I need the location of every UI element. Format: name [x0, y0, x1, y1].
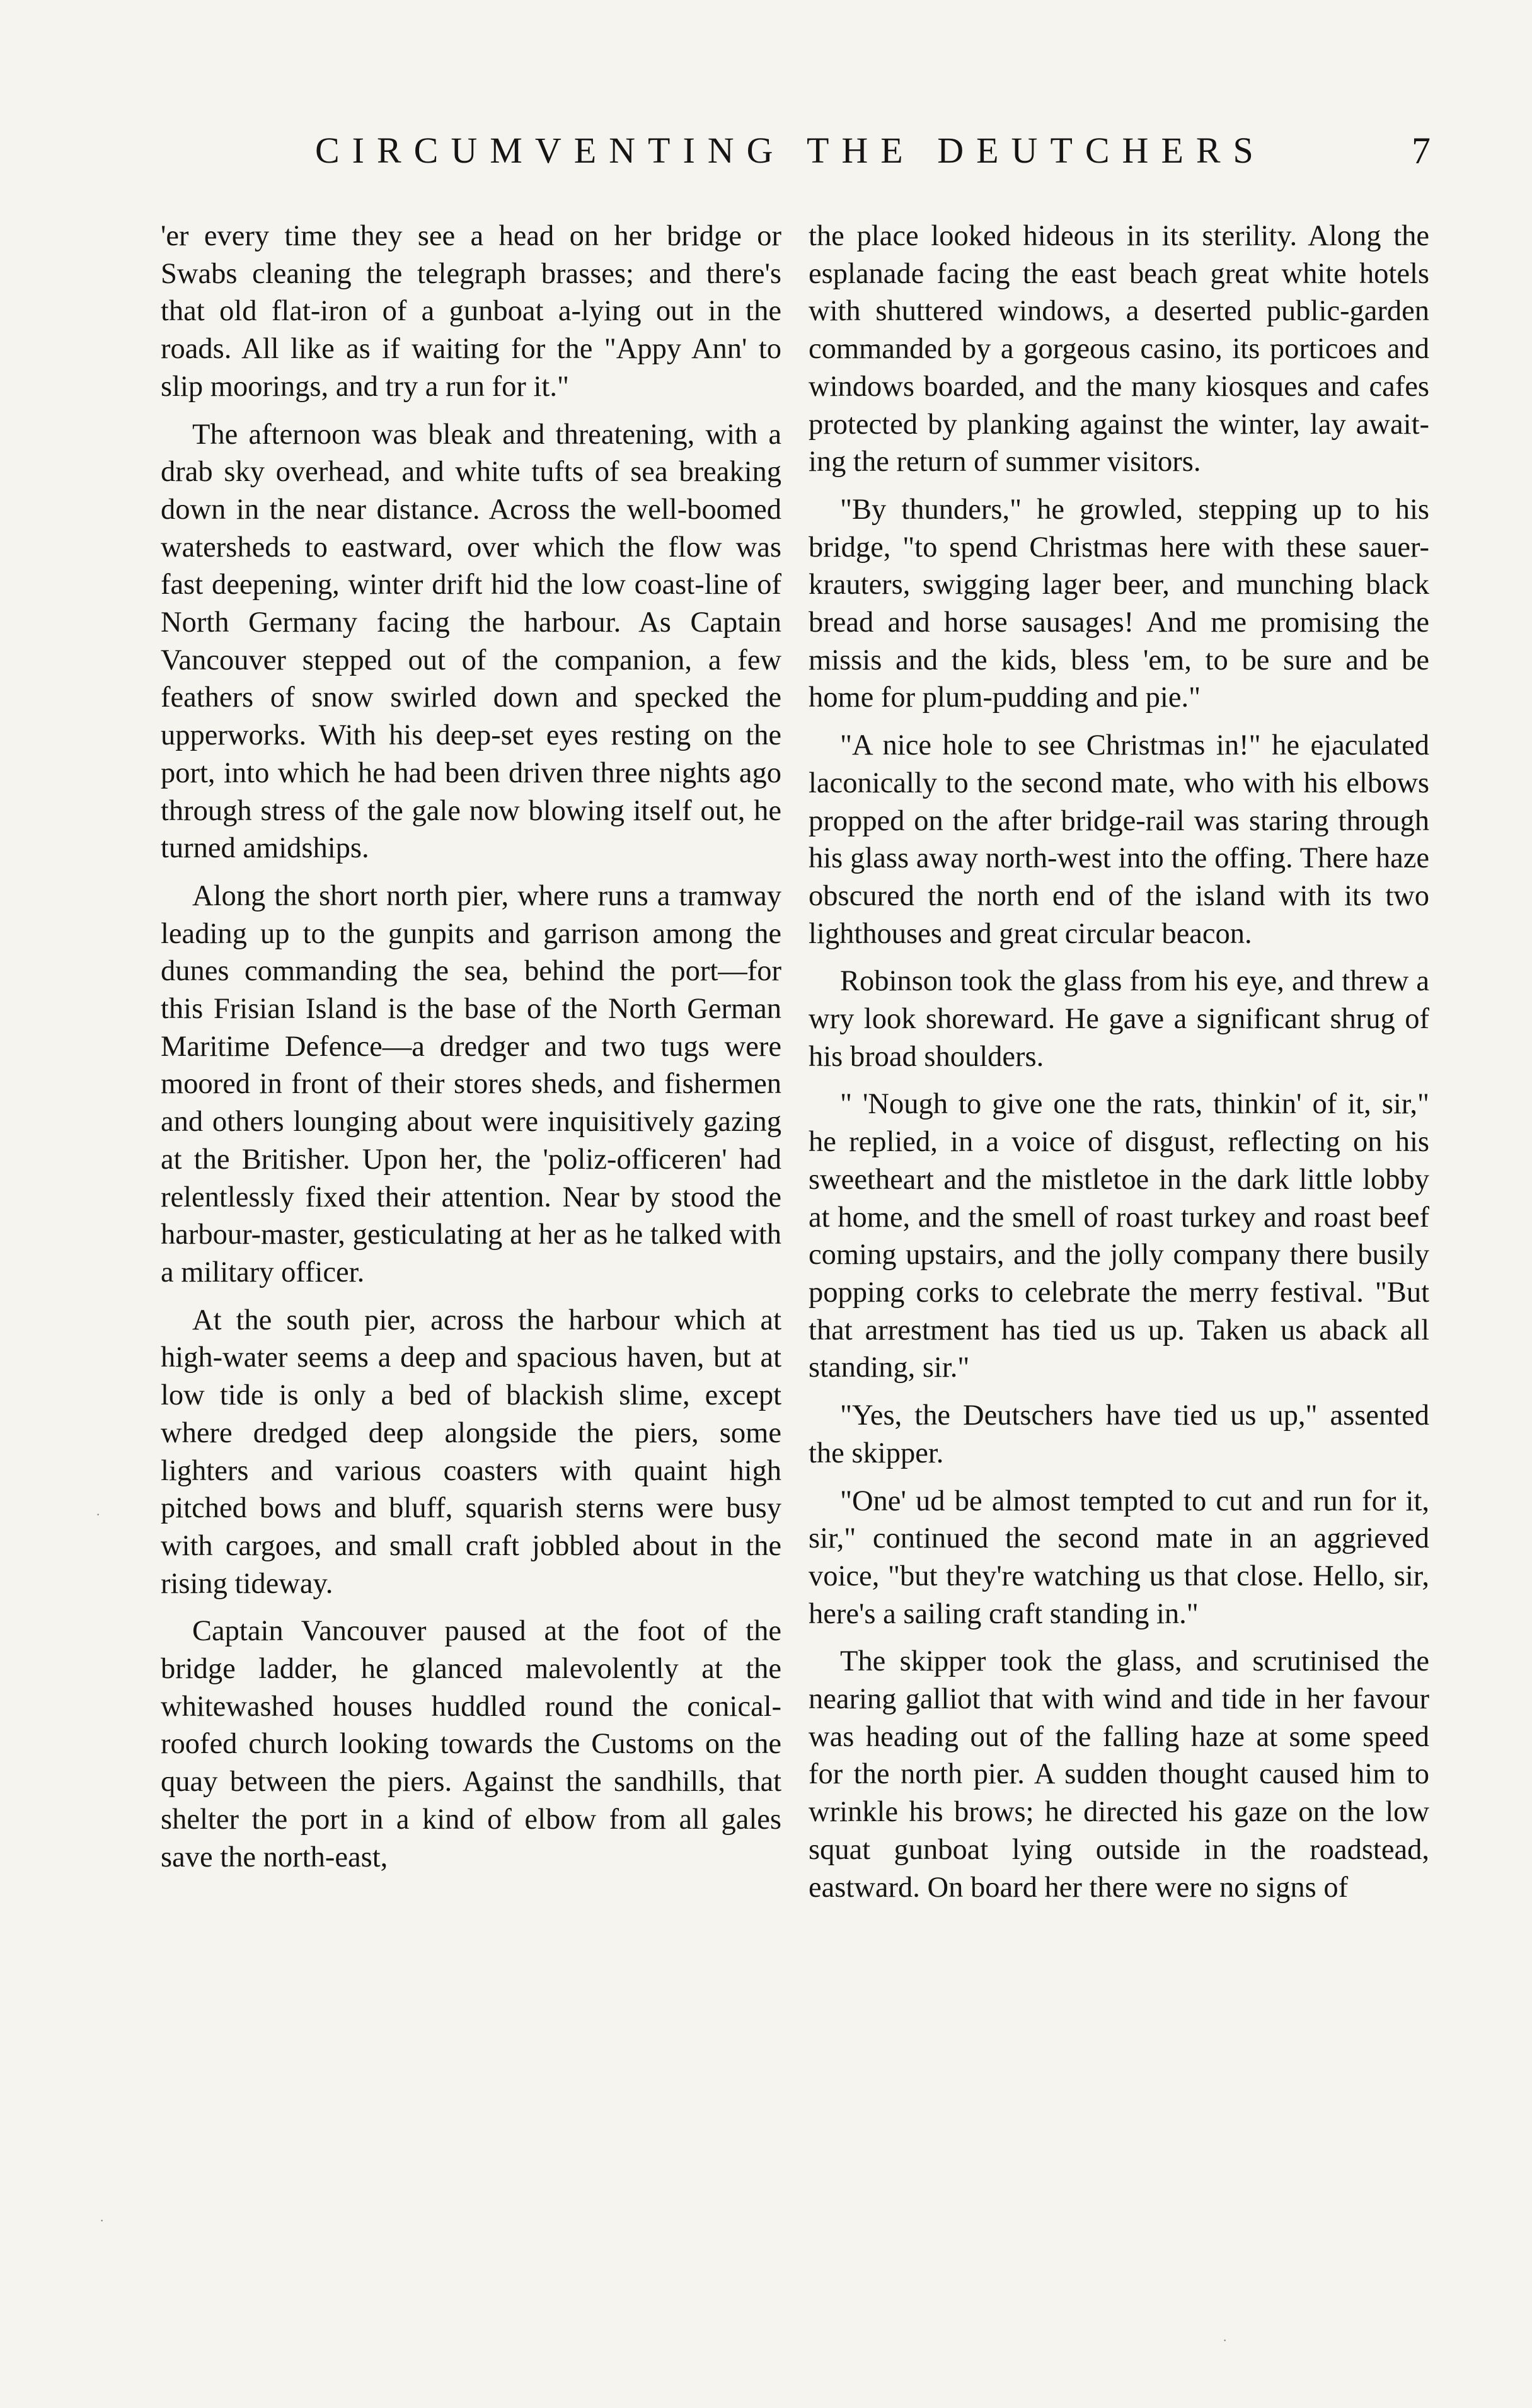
right-column — [809, 217, 1429, 2298]
paragraph: "One' ud be almost tempted to cut and run for it, sir," continued the second mate in an aggrieved voice, "but they're watching us that close. Hello, sir, here's a sailing craft standing in." — [809, 1485, 1429, 1630]
scan-speck: · — [100, 2213, 105, 2228]
paragraph: At the south pier, across the harbour which at high-water seems a deep and spacious haven, but at low tide is only a bed of blackish slime, except where dredged deep alongside the piers, some lighters and various coasters with quaint high pitched bows and bluff, squarish sterns were busy with cargoes, and small craft jobbled about in the rising tideway. — [161, 1304, 781, 1600]
paragraph: "Yes, the Deutschers have tied us up," assented the skipper. — [809, 1399, 1429, 1469]
running-head — [0, 129, 1532, 180]
paragraph: "By thunders," he growled, stepping up to his bridge, "to spend Christmas here with these sauer-krauters, swigging lager beer, and munching black bread and horse sausages! And me promising the missis and the kids, bless 'em, to be sure and be home for plum-pudding and pie." — [809, 493, 1429, 714]
paragraph: The afternoon was bleak and threatening, with a drab sky overhead, and white tufts of sea breaking down in the near distance. Across the well-boomed watersheds to eastward, over which the flow was fast deepening, winter drift hid the low coast-line of North Germany facing the harbour. As Captain Vancouver stepped out of the companion, a few feathers of snow swirled down and specked the upperworks. With his deep-set eyes resting on the port, into which he had been driven three nights ago through stress of the gale now blowing itself out, he turned amidships. — [161, 418, 781, 865]
page-number: 7 — [1412, 130, 1431, 171]
paragraph: Robinson took the glass from his eye, and threw a wry look shoreward. He gave a significant shrug of his broad shoulders. — [809, 965, 1429, 1073]
paragraph: " 'Nough to give one the rats, thinkin' of it, sir," he replied, in a voice of disgust, reflecting on his sweetheart and the mistletoe in the dark little lobby at home, and the smell of roast turkey and roast beef coming upstairs, and the jolly company there busily popping corks to celebrate the merry festival. "But that arrestment has tied us up. Taken us aback all standing, sir." — [809, 1088, 1429, 1384]
paragraph: The skipper took the glass, and scrutinised the nearing galliot that with wind and tide in her favour was heading out of the falling haze at some speed for the north pier. A sudden thought caused him to wrinkle his brows; he directed his gaze on the low squat gunboat lying outside in the roadstead, eastward. On board her there were no signs of — [809, 1645, 1429, 1904]
paragraph: Along the short north pier, where runs a tramway leading up to the gunpits and garrison among the dunes commanding the sea, behind the port—for this Frisian Island is the base of the North German Maritime Defence—a dredger and two tugs were moored in front of their stores sheds, and fishermen and others lounging about were inquisitively gazing at the Britisher. Upon her, the 'poliz-officeren' had relentlessly fixed their attention. Near by stood the harbour-master, gesticulating at her as he talked with a military officer. — [161, 879, 781, 1288]
scan-speck: · — [96, 1507, 101, 1522]
paragraph: the place looked hideous in its sterility. Along the esplanade facing the east beach great white hotels with shuttered windows, a deserted public-garden commanded by a gorgeous casino, its porticoes and windows boarded, and the many kiosques and cafes protected by planking against the winter, lay awaiting the return of summer visitors. — [809, 220, 1429, 478]
paragraph: Captain Vancouver paused at the foot of the bridge ladder, he glanced malevolently at the whitewashed houses huddled round the conical-roofed church looking towards the Customs on the quay between the piers. Against the sandhills, that shelter the port in a kind of elbow from all gales save the north-east, — [161, 1615, 781, 1873]
left-column — [161, 217, 781, 2298]
scan-speck: · — [1223, 2332, 1228, 2348]
running-title: CIRCUMVENTING THE DEUTCHERS — [315, 130, 1266, 171]
paragraph: "A nice hole to see Christmas in!" he ejaculated laconically to the second mate, who with his elbows propped on the after bridge-rail was staring through his glass away north-west into the offing. There haze obscured the north end of the island with its two lighthouses and great circular beacon. — [809, 729, 1429, 950]
paragraph: 'er every time they see a head on her bridge or Swabs cleaning the telegraph brasses; and there's that old flat-iron of a gunboat a-lying out in the roads. All like as if waiting for the "Appy Ann' to slip moorings, and try a run for it." — [161, 220, 781, 403]
